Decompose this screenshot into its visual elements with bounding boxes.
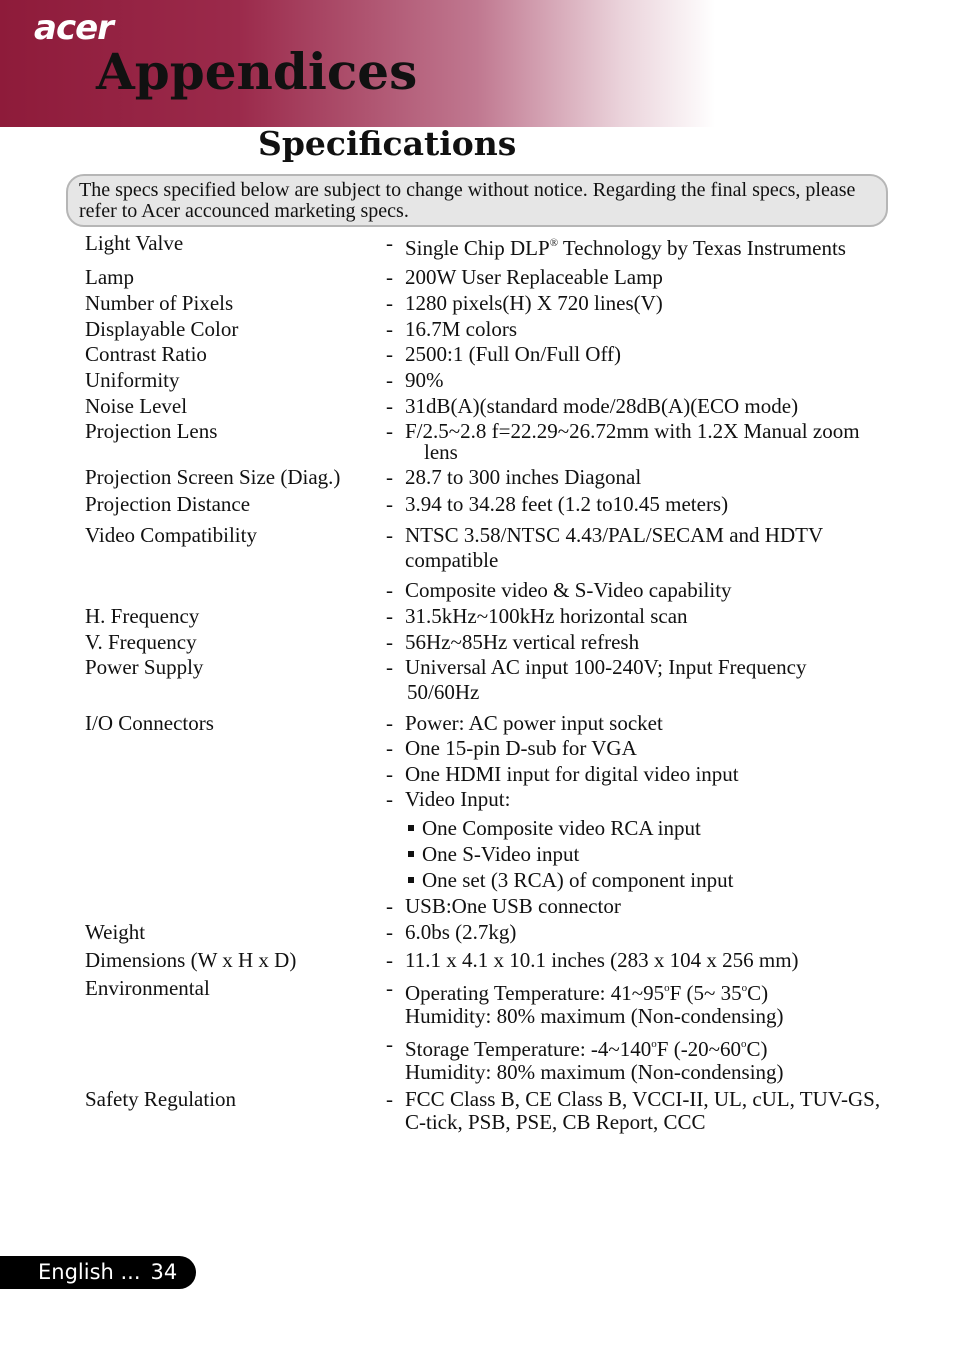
spec-value [405,1033,895,1061]
square-bullet-icon [408,825,414,831]
acer-logo: acer [34,8,113,48]
spec-dash: - [386,711,393,735]
spec-label: Projection Lens [85,419,218,443]
spec-label: Dimensions (W x H x D) [85,948,297,972]
spec-value: 1280 pixels(H) X 720 lines(V) [405,291,663,315]
spec-dash: - [386,578,393,602]
spec-value-text: F (5~ 35 [669,981,742,1005]
spec-dash: - [386,894,393,918]
degree-mark: o [664,982,670,994]
spec-value: 56Hz~85Hz vertical refresh [405,630,640,654]
spec-label: Lamp [85,265,134,289]
spec-value [405,232,895,260]
spec-value: 90% [405,368,444,392]
spec-value-text: Storage Temperature: -4~140 [405,1037,652,1061]
notice-text: The specs specified below are subject to change without notice. Regarding the final specs, please refer to Acer accounced marketing specs. [79,179,856,222]
spec-label: Displayable Color [85,317,239,341]
spec-value: 3.94 to 34.28 feet (1.2 to10.45 meters) [405,492,729,516]
square-bullet-icon [408,877,414,883]
spec-value: Humidity: 80% maximum (Non-condensing) [405,1004,784,1028]
notice-box [66,174,888,227]
spec-dash: - [386,1032,393,1056]
spec-label: Contrast Ratio [85,342,207,366]
spec-value-text: C) [746,1037,768,1061]
spec-value: Universal AC input 100-240V; Input Frequency [405,655,807,679]
spec-value: One 15-pin D-sub for VGA [405,736,637,760]
spec-dash: - [386,630,393,654]
spec-value: NTSC 3.58/NTSC 4.43/PAL/SECAM and HDTV [405,523,824,547]
spec-value: F/2.5~2.8 f=22.29~26.72mm with 1.2X Manual zoom [405,419,860,443]
spec-value: compatible [405,548,499,572]
spec-label: Power Supply [85,655,204,679]
degree-mark: o [741,982,748,994]
spec-dash: - [386,465,393,489]
spec-value: One HDMI input for digital video input [405,762,739,786]
spec-label: Uniformity [85,368,180,392]
spec-label: I/O Connectors [85,711,214,735]
spec-value: FCC Class B, CE Class B, VCCI-II, UL, cUL, TUV-GS, [405,1087,881,1111]
spec-dash: - [386,604,393,628]
spec-value: 2500:1 (Full On/Full Off) [405,342,622,366]
spec-value: C-tick, PSB, PSE, CB Report, CCC [405,1110,706,1134]
spec-value-text: Technology by Texas Instruments [558,236,846,260]
spec-label: Weight [85,920,146,944]
spec-dash: - [386,948,393,972]
spec-value: 6.0bs (2.7kg) [405,920,517,944]
spec-label: Light Valve [85,231,184,255]
io-bullet-item [408,843,579,866]
io-bullet-item [408,817,701,840]
spec-value: Video Input: [405,787,511,811]
spec-dash: - [386,265,393,289]
spec-label: Noise Level [85,394,188,418]
chapter-title: Appendices [96,42,418,101]
bullet-text: One S-Video input [422,842,580,866]
degree-mark: o [651,1038,657,1050]
spec-label: H. Frequency [85,604,200,628]
spec-value: USB:One USB connector [405,894,621,918]
bullet-text: One set (3 RCA) of component input [422,868,734,892]
spec-dash: - [386,492,393,516]
spec-dash: - [386,976,393,1000]
page-number: 34 [150,1260,178,1284]
spec-dash: - [386,291,393,315]
section-title: Specifications [258,124,517,163]
square-bullet-icon [408,851,414,857]
spec-dash: - [386,342,393,366]
spec-dash: - [386,736,393,760]
registered-mark: ® [549,237,559,249]
spec-value-text: Operating Temperature: 41~95 [405,981,665,1005]
spec-dash: - [386,231,393,255]
spec-dash: - [386,762,393,786]
spec-label: Number of Pixels [85,291,234,315]
spec-value: Humidity: 80% maximum (Non-condensing) [405,1060,784,1084]
spec-value-text: F (-20~60 [656,1037,742,1061]
spec-label: Video Compatibility [85,523,257,547]
spec-dash: - [386,317,393,341]
spec-dash: - [386,394,393,418]
spec-label: Safety Regulation [85,1087,237,1111]
spec-dash: - [386,368,393,392]
spec-value: 200W User Replaceable Lamp [405,265,663,289]
spec-value: 31dB(A)(standard mode/28dB(A)(ECO mode) [405,394,799,418]
spec-label: Projection Screen Size (Diag.) [85,465,341,489]
footer-language: English ... [38,1260,141,1284]
spec-label: V. Frequency [85,630,197,654]
spec-value: 31.5kHz~100kHz horizontal scan [405,604,688,628]
spec-dash: - [386,655,393,679]
spec-dash: - [386,787,393,811]
spec-value [405,977,895,1005]
spec-label: Projection Distance [85,492,251,516]
page-footer [0,1256,196,1289]
bullet-text: One Composite video RCA input [422,816,701,840]
spec-value: 11.1 x 4.1 x 10.1 inches (283 x 104 x 256 mm) [405,948,799,972]
spec-value: 28.7 to 300 inches Diagonal [405,465,642,489]
spec-dash: - [386,419,393,443]
spec-value: Power: AC power input socket [405,711,663,735]
spec-dash: - [386,920,393,944]
degree-mark: o [741,1038,747,1050]
spec-value: 16.7M colors [405,317,517,341]
spec-value: lens [424,440,458,464]
spec-value: Composite video & S-Video capability [405,578,732,602]
io-bullet-item [408,869,733,892]
spec-value-text: Single Chip DLP [405,236,550,260]
spec-label: Environmental [85,976,210,1000]
spec-dash: - [386,523,393,547]
spec-value: 50/60Hz [407,680,480,704]
spec-dash: - [386,1087,393,1111]
spec-value-text: C) [747,981,769,1005]
